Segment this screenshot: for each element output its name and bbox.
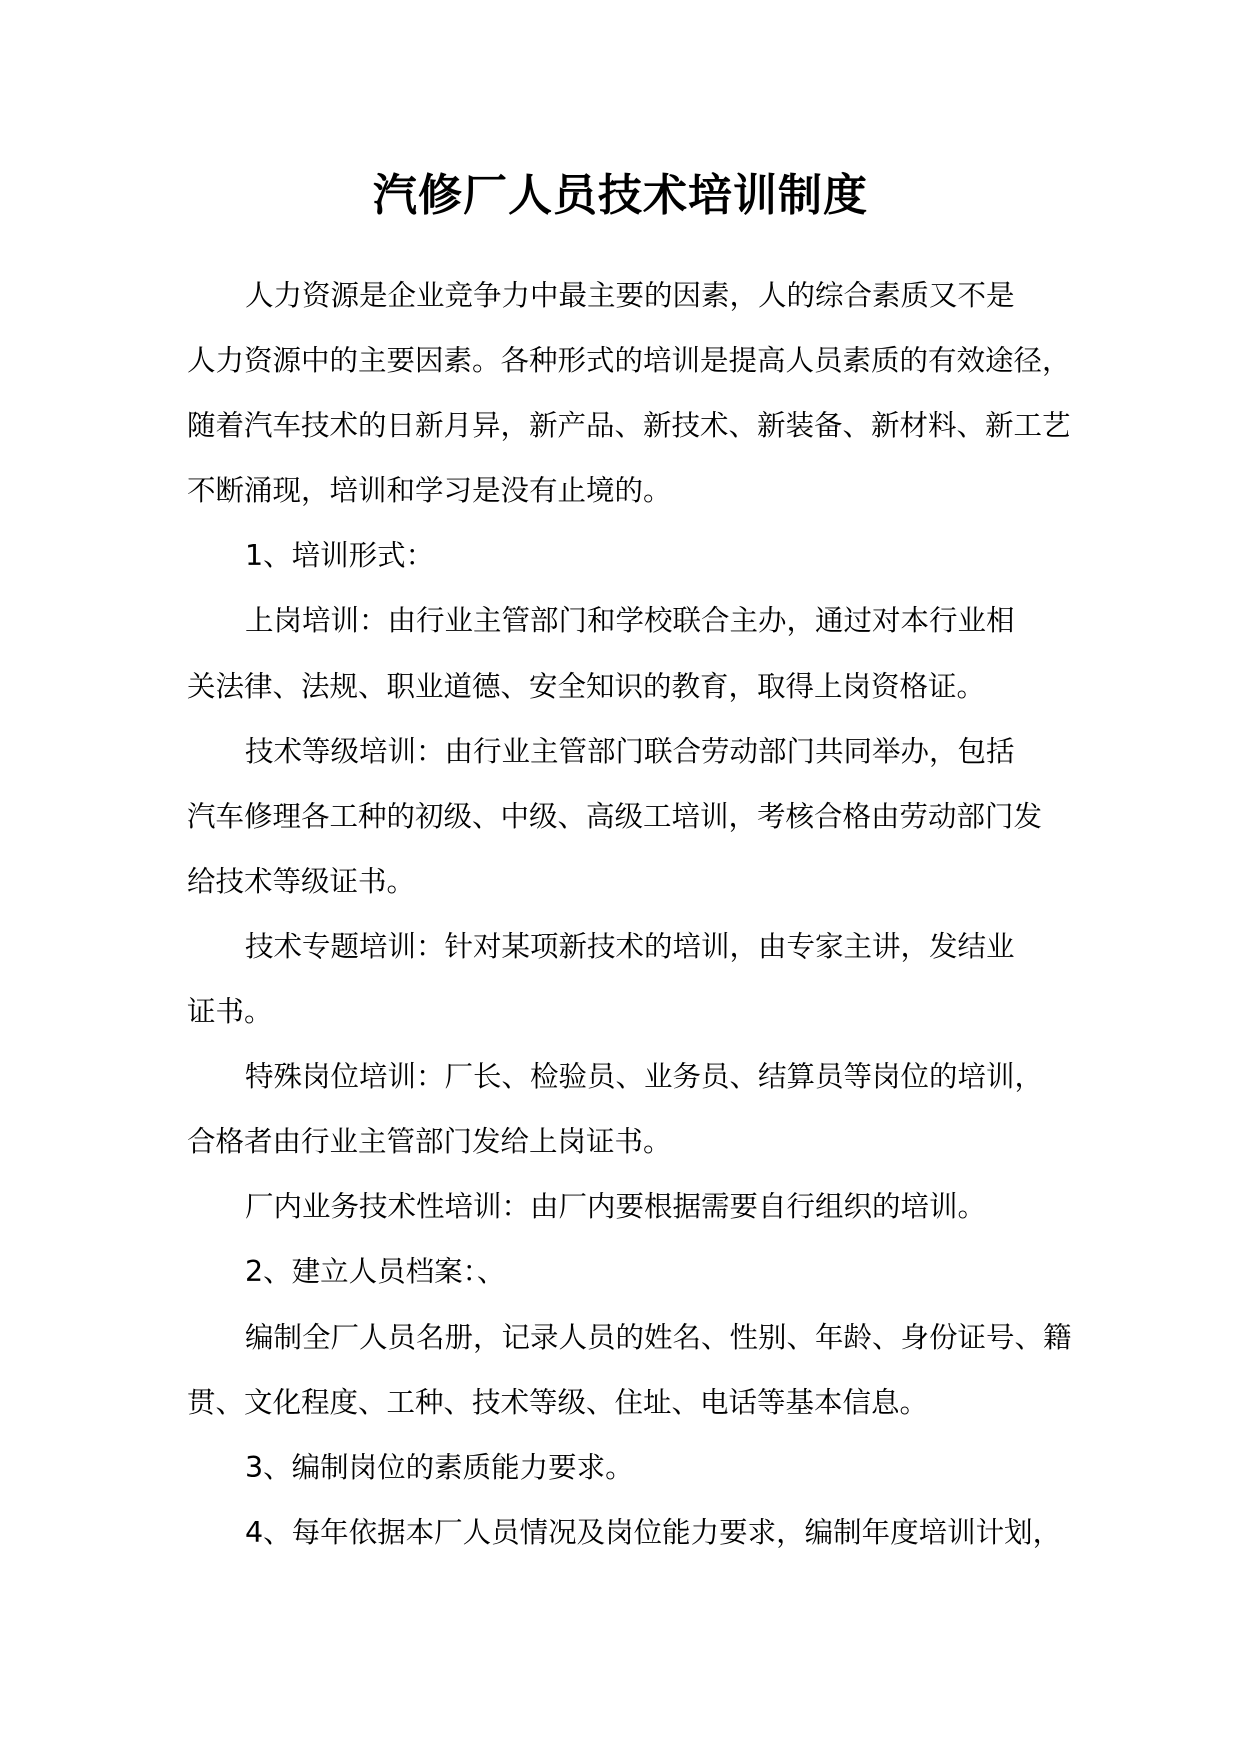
section-heading-4: 4、每年依据本厂人员情况及岗位能力要求，编制年度培训计划，: [245, 1515, 1062, 1549]
section-heading-2: 2、建立人员档案：、: [245, 1255, 506, 1289]
paragraph-line: 随着汽车技术的日新月异，新产品、新技术、新装备、新材料、新工艺: [187, 409, 1071, 443]
document-body: [187, 263, 1072, 1565]
paragraph-line: 人力资源是企业竞争力中最主要的因素，人的综合素质又不是: [245, 279, 1015, 312]
section-heading-1: 1、培训形式：: [245, 539, 435, 573]
paragraph-line: 合格者由行业主管部门发给上岗证书。: [187, 1125, 672, 1159]
paragraph-line: 技术等级培训：由行业主管部门联合劳动部门共同举办，包括: [245, 734, 1015, 768]
paragraph-line: 厂内业务技术性培训：由厂内要根据需要自行组织的培训。: [245, 1190, 987, 1224]
paragraph-line: 编制全厂人员名册，记录人员的姓名、性别、年龄、身份证号、籍: [245, 1320, 1072, 1354]
paragraph-line: 给技术等级证书。: [187, 864, 416, 898]
section-heading-3: 3、编制岗位的素质能力要求。: [245, 1450, 634, 1484]
paragraph-line: 人力资源中的主要因素。各种形式的培训是提高人员素质的有效途径，: [187, 344, 1071, 378]
paragraph-line: 特殊岗位培训：厂长、检验员、业务员、结算员等岗位的培训，: [245, 1060, 1044, 1094]
paragraph-line: 关法律、法规、职业道德、安全知识的教育，取得上岗资格证。: [187, 669, 986, 703]
paragraph-line: 汽车修理各工种的初级、中级、高级工培训，考核合格由劳动部门发: [187, 799, 1043, 833]
paragraph-line: 贯、文化程度、工种、技术等级、住址、电话等基本信息。: [187, 1385, 929, 1419]
paragraph-line: 证书。: [187, 995, 273, 1029]
paragraph-line: 不断涌现，培训和学习是没有止境的。: [187, 474, 672, 508]
paragraph-line: 技术专题培训：针对某项新技术的培训，由专家主讲，发结业: [245, 929, 1015, 963]
paragraph-line: 上岗培训：由行业主管部门和学校联合主办，通过对本行业相: [245, 604, 1015, 638]
document-title: 汽修厂人员技术培训制度: [373, 170, 868, 221]
